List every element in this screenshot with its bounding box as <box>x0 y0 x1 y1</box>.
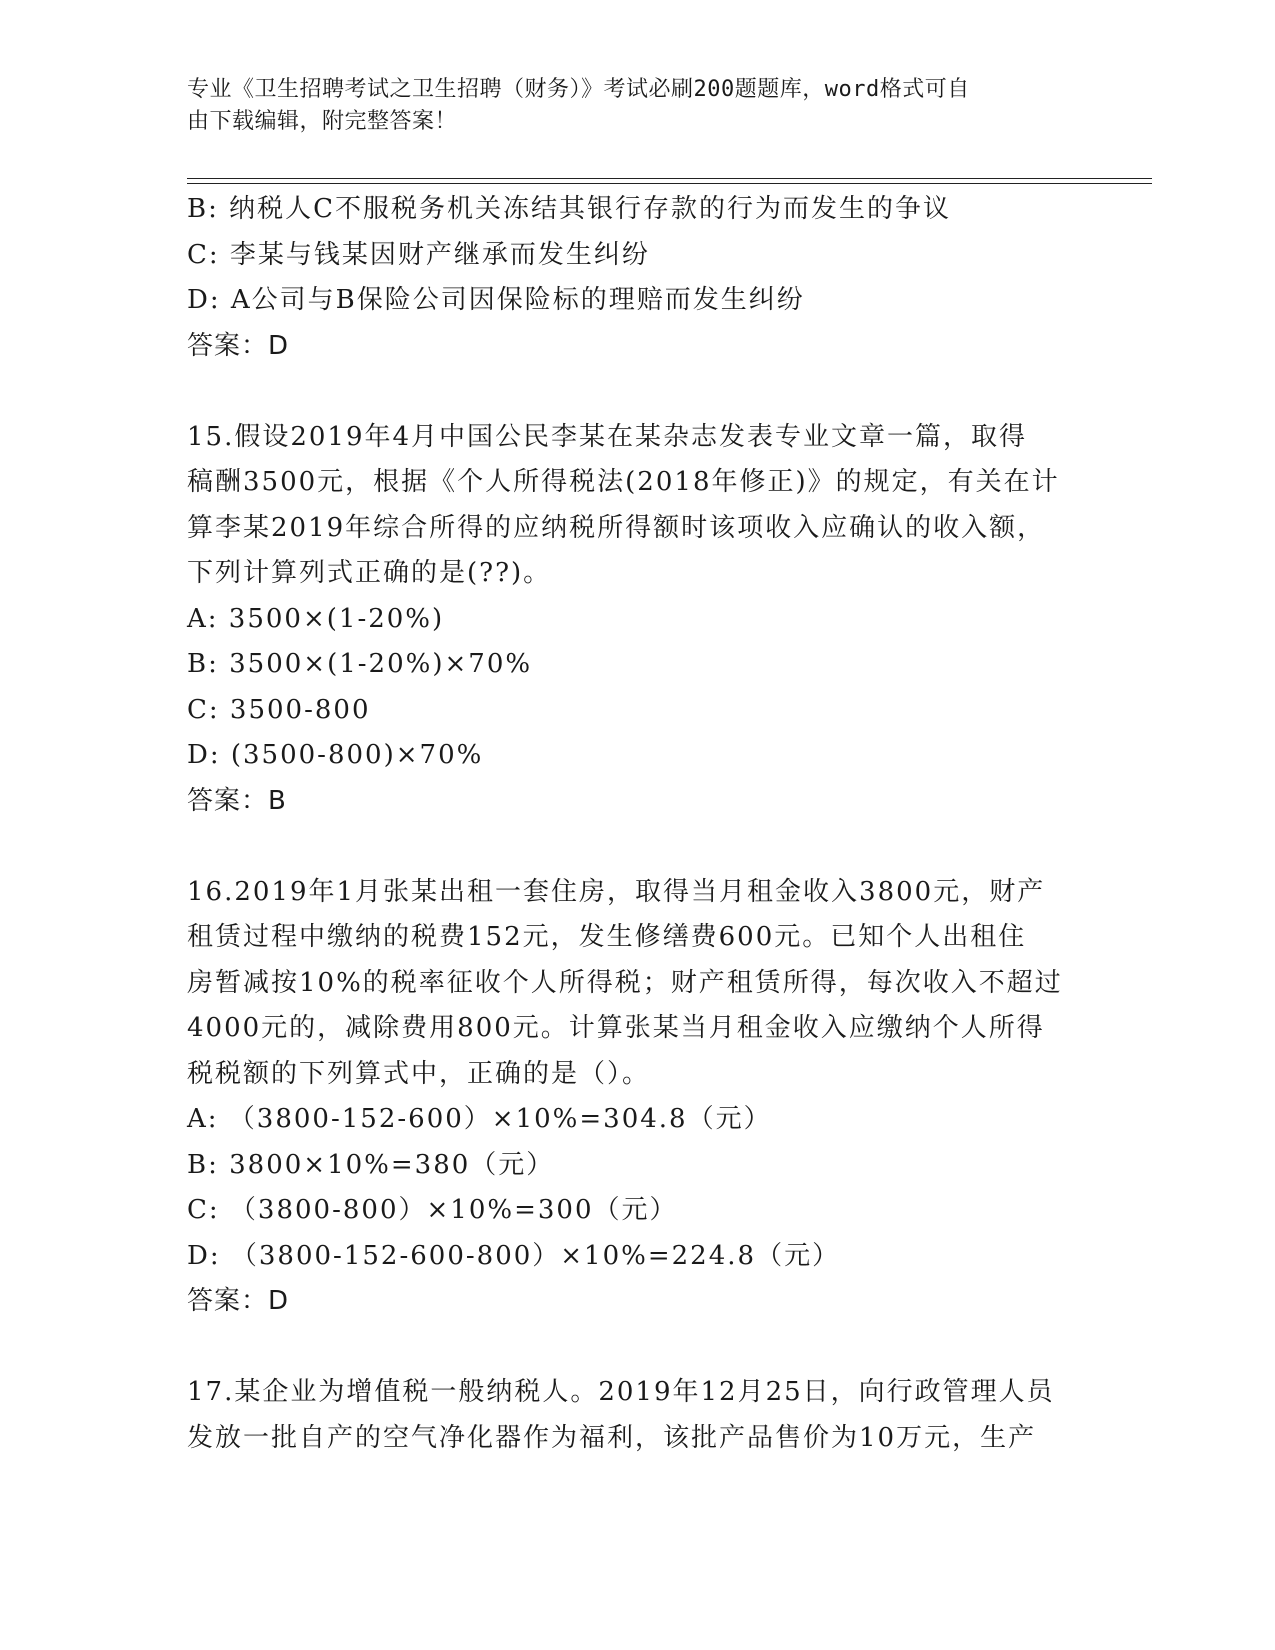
spacer <box>187 1325 1087 1371</box>
option-a: A: 3500×(1-20%) <box>187 603 445 634</box>
question-text-line: 税税额的下列算式中，正确的是（）。 <box>187 1058 651 1089</box>
option-c: C: 李某与钱某因财产继承而发生纠纷 <box>187 239 650 270</box>
header-line-1: 专业《卫生招聘考试之卫生招聘（财务）》考试必刷200题题库，word格式可自 <box>187 77 970 102</box>
option-c: C: （3800-800）×10%=300（元） <box>187 1195 678 1225</box>
spacer <box>187 369 1087 415</box>
question-text-line: 租赁过程中缴纳的税费152元，发生修缮费600元。已知个人出租住 <box>187 922 1027 952</box>
question-17 <box>187 1370 1087 1461</box>
option-b: B: 3500×(1-20%)×70% <box>187 649 533 679</box>
question-text-line: 发放一批自产的空气净化器作为福利，该批产品售价为10万元，生产 <box>187 1422 1037 1453</box>
answer-line: 答案：D <box>187 1286 290 1316</box>
header-divider-bottom <box>187 183 1152 184</box>
header-divider-top <box>187 178 1152 179</box>
question-text-line: 算李某2019年综合所得的应纳税所得额时该项收入应确认的收入额， <box>187 512 1046 543</box>
option-b: B: 3800×10%=380（元） <box>187 1149 555 1180</box>
question-text-line: 房暂减按10%的税率征收个人所得税；财产租赁所得，每次收入不超过 <box>187 967 1063 998</box>
question-14-tail <box>187 187 1087 369</box>
option-c: C: 3500-800 <box>187 694 371 725</box>
question-text-line: 下列计算列式正确的是(??)。 <box>187 558 552 588</box>
option-b: B: 纳税人C不服税务机关冻结其银行存款的行为而发生的争议 <box>187 194 952 224</box>
header-line-2: 由下载编辑，附完整答案！ <box>187 109 458 134</box>
option-a: A: （3800-152-600）×10%=304.8（元） <box>187 1104 772 1134</box>
question-text-line: 15.假设2019年4月中国公民李某在某杂志发表专业文章一篇，取得 <box>187 421 1028 452</box>
spacer <box>187 824 1087 870</box>
question-text-line: 稿酬3500元，根据《个人所得税法(2018年修正)》的规定，有关在计 <box>187 467 1060 497</box>
question-text-line: 17.某企业为增值税一般纳税人。2019年12月25日，向行政管理人员 <box>187 1377 1055 1407</box>
option-d: D: A公司与B保险公司因保险标的理赔而发生纠纷 <box>187 285 805 315</box>
answer-line: 答案：B <box>187 785 287 816</box>
question-text-line: 16.2019年1月张某出租一套住房，取得当月租金收入3800元，财产 <box>187 876 1046 907</box>
answer-line: 答案：D <box>187 330 290 361</box>
question-16 <box>187 870 1087 1325</box>
option-d: D: （3800-152-600-800）×10%=224.8（元） <box>187 1240 841 1271</box>
question-15 <box>187 415 1087 825</box>
document-body <box>187 187 1087 1461</box>
question-text-line: 4000元的，减除费用800元。计算张某当月租金收入应缴纳个人所得 <box>187 1013 1045 1043</box>
option-d: D: (3500-800)×70% <box>187 740 484 770</box>
document-header <box>187 74 1067 138</box>
